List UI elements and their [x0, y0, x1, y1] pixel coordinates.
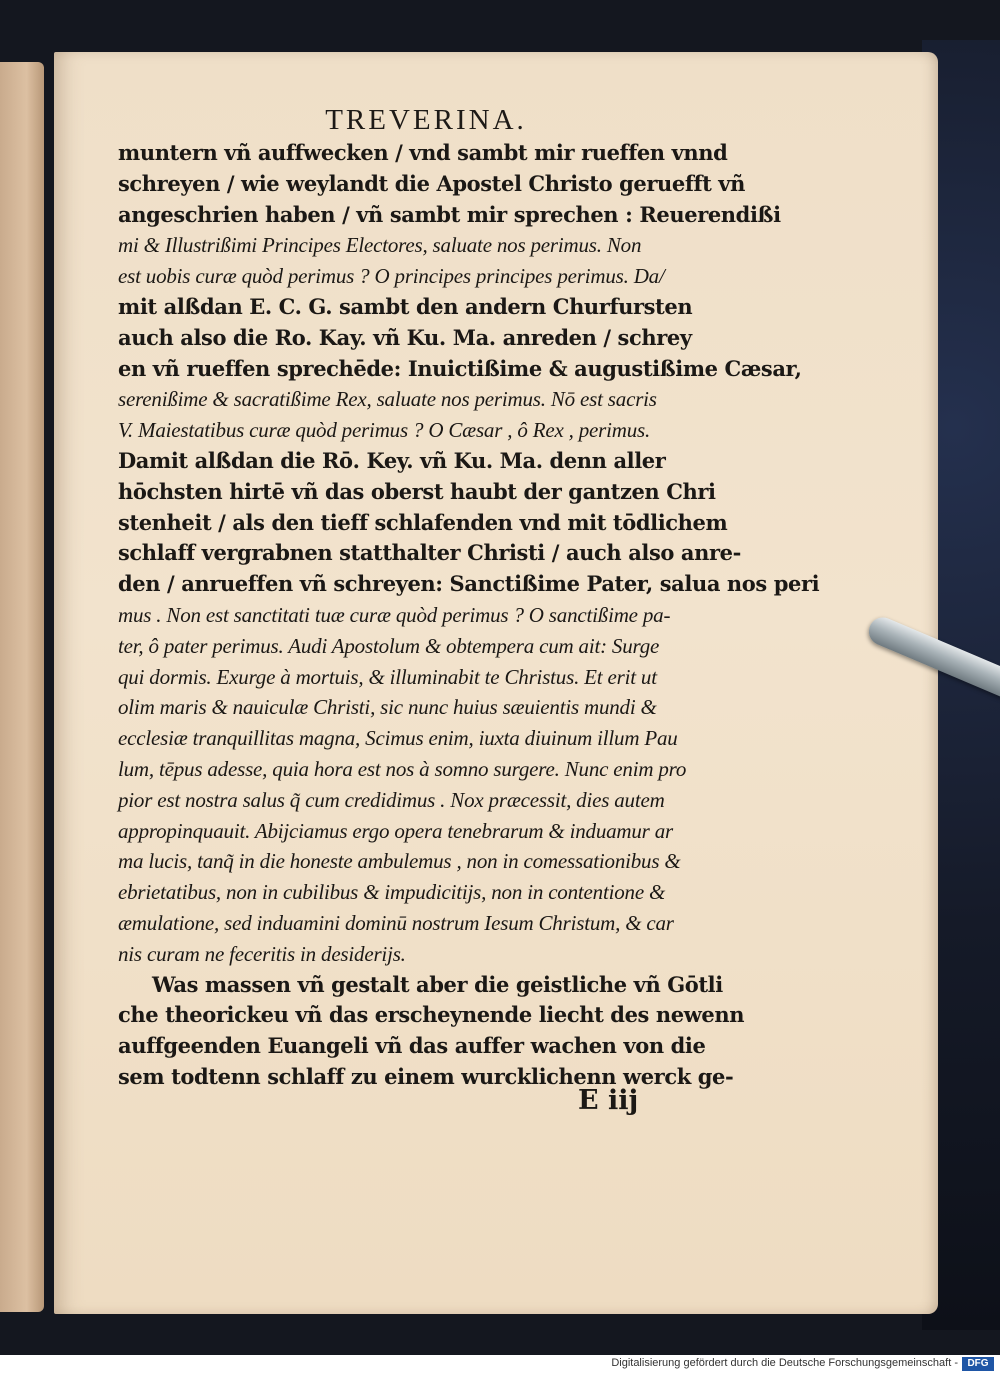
text-line: en vñ rueffen sprechēde: Inuictißime & augustißime Cæsar,: [118, 355, 802, 381]
text-line: auch also die Ro. Kay. vñ Ku. Ma. anreden / schrey: [118, 324, 692, 350]
running-head: TREVERINA.: [325, 104, 527, 136]
text-line: qui dormis. Exurge à mortuis, & illuminabit te Christus. Et erit ut: [118, 664, 657, 689]
text-line: est uobis curæ quòd perimus ? O principes principes perimus. Da/: [118, 264, 665, 289]
text-line: ecclesiæ tranquillitas magna, Scimus enim, iuxta diuinum illum Pau: [118, 726, 678, 751]
text-line: angeschrien haben / vñ sambt mir sprechen : Reuerendißi: [118, 201, 781, 227]
text-line: serenißime & sacratißime Rex, saluate nos perimus. Nō est sacris: [118, 387, 657, 412]
text-line: den / anrueffen vñ schreyen: Sanctißime Pater, salua nos peri: [118, 571, 820, 597]
funding-credit: Digitalisierung gefördert durch die Deutsche Forschungsgemeinschaft -: [611, 1357, 958, 1369]
left-page-edge: [0, 62, 44, 1312]
text-line: stenheit / als den tieff schlafenden vnd mit tōdlichem: [118, 509, 728, 535]
text-line: appropinquauit. Abijciamus ergo opera tenebrarum & induamur ar: [118, 818, 673, 843]
text-line: mi & Illustrißimi Principes Electores, saluate nos perimus. Non: [118, 233, 642, 258]
text-line: Was massen vñ gestalt aber die geistliche vñ Gōtli: [152, 971, 723, 997]
text-line: muntern vñ auffwecken / vnd sambt mir rueffen vnnd: [118, 140, 728, 165]
text-line: mit alßdan E. C. G. sambt den andern Churfursten: [118, 293, 693, 319]
page-text: [118, 138, 820, 1093]
text-line: ter, ô pater perimus. Audi Apostolum & obtempera cum ait: Surge: [118, 633, 660, 658]
text-line: olim maris & nauiculæ Christi, sic nunc huius sæuientis mundi &: [118, 695, 657, 720]
text-line: sem todtenn schlaff zu einem wurcklichenn werck ge-: [118, 1063, 734, 1089]
text-line: Damit alßdan die Rō. Key. vñ Ku. Ma. denn aller: [118, 447, 666, 473]
text-line: auffgeenden Euangeli vñ das auffer wachen von die: [118, 1033, 706, 1059]
text-line: ebrietatibus, non in cubilibus & impudicitijs, non in contentione &: [118, 880, 666, 905]
text-line: V. Maiestatibus curæ quòd perimus ? O Cæsar , ô Rex , perimus.: [118, 418, 651, 443]
text-line: hōchsten hirtē vñ das oberst haubt der gantzen Chri: [118, 478, 716, 504]
text-line: mus . Non est sanctitati tuæ curæ quòd perimus ? O sanctißime pa-: [118, 602, 671, 627]
text-line: nis curam ne feceritis in desiderijs.: [118, 941, 406, 966]
text-line: lum, tēpus adesse, quia hora est nos à somno surgere. Nunc enim pro: [118, 756, 687, 781]
text-line: schreyen / wie weylandt die Apostel Christo geruefft vñ: [118, 170, 745, 196]
text-line: pior est nostra salus q̃ cum credidimus . Nox præcessit, dies autem: [118, 787, 665, 812]
text-line: che theorickeu vñ das erscheynende liecht des newenn: [118, 1002, 745, 1028]
signature-mark: E iij: [578, 1085, 639, 1116]
dfg-logo: DFG: [962, 1357, 994, 1371]
text-line: schlaff vergrabnen statthalter Christi / auch also anre-: [118, 540, 741, 566]
text-line: æmulatione, sed induamini dominū nostrum Iesum Christum, & car: [118, 910, 674, 935]
text-line: ma lucis, tanq̃ in die honeste ambulemus , non in comessationibus &: [118, 849, 681, 874]
